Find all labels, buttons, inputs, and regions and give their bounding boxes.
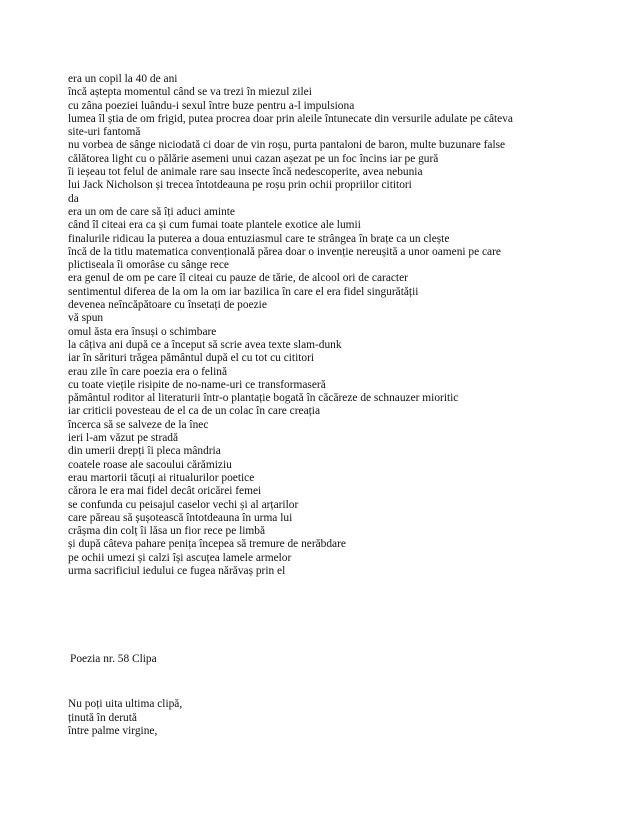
poem-line: omul ăsta era însuși o schimbare (68, 325, 217, 338)
poem-line: ieri l-am văzut pe stradă (68, 432, 179, 445)
poem-line: încă aștepta momentul când se va trezi în miezul zilei (68, 86, 312, 99)
poem-line: era un om de care să îți aduci aminte (68, 205, 235, 218)
poem-line: era genul de om pe care îl citeai cu pauze de tărie, de alcool ori de caracter (68, 272, 408, 285)
poem-line: coatele roase ale sacoului cărămiziu (68, 458, 232, 471)
poem-line: lumea îl știa de om frigid, putea procrea doar prin aleile întunecate din versurile adulate pe câteva (68, 112, 513, 125)
poem-line: devenea neîncăpătoare cu însetați de poezie (68, 299, 267, 312)
poem-line: care păreau să șușotească întotdeauna în urma lui (68, 511, 293, 524)
poem-line: lui Jack Nicholson și trecea întotdeauna pe roșu prin ochii propriilor cititori (68, 179, 412, 192)
poem-line: era un copil la 40 de ani (68, 73, 178, 85)
poem-line: iar criticii povesteau de el ca de un colac în care creația (68, 405, 321, 418)
poem-line: erau martorii tăcuți ai ritualurilor poetice (68, 471, 255, 484)
poem-line: la câțiva ani după ce a început să scrie avea texte slam-dunk (68, 338, 342, 351)
poem-line: cărora le era mai fidel decât oricărei femei (68, 485, 262, 498)
poem-line: urma sacrificiul iedului ce fugea nărăvaș prin el (68, 564, 286, 577)
poem-line: nu vorbea de sânge niciodată ci doar de vin roșu, purta pantaloni de baron, multe buzunare false (68, 139, 506, 152)
poem-text-block (68, 73, 628, 578)
poem-line: erau zile în care poezia era o felină (68, 365, 228, 378)
poem-line: pământul roditor al literaturii într-o plantație bogată în căcăreze de schnauzer mioritic (68, 392, 459, 405)
poem-line: cu zâna poeziei luându-i sexul între buze pentru a-l impulsiona (68, 99, 355, 112)
poem-line: Nu poți uita ultima clipă, (68, 698, 183, 710)
poem-line: finalurile ridicau la puterea a doua entuziasmul care te strângea în brațe ca un clește (68, 232, 450, 245)
poem-line: încă de la titlu matematica convențională părea doar o invenție nereușită a unor oameni pe care (68, 245, 501, 258)
poem-line: între palme virgine, (68, 725, 158, 738)
poem-line: iar în sărituri trăgea pământul după el cu tot cu cititori (68, 352, 315, 365)
poem-line: site-uri fantomă (68, 126, 141, 139)
poem-line: și după câteva pahare penița începea să tremure de nerăbdare (68, 538, 346, 551)
poem-line: da (68, 192, 79, 205)
poem-line: ținută în derută (68, 711, 137, 724)
poem-line: crâșma din colț îi lăsa un fior rece pe limbă (68, 525, 266, 538)
poem-title: Poezia nr. 58 Clipa (70, 653, 157, 665)
poem-line: călătorea light cu o pălărie asemeni unui cazan așezat pe un foc încins iar pe gură (68, 152, 439, 165)
poem-line: din umerii drepți îi pleca mândria (68, 445, 221, 458)
poem-line: cu toate viețile risipite de no-name-uri ce transformaseră (68, 378, 326, 391)
poem-line: vă spun (68, 312, 104, 325)
poem-line: când îl citeai era ca și cum fumai toate plantele exotice ale lumii (68, 219, 361, 232)
poem-line: îi ieșeau tot felul de animale rare sau insecte încă nedescoperite, avea nebunia (68, 166, 423, 179)
poem-line: pe ochii umezi și calzi își ascuțea lamele armelor (68, 551, 292, 564)
poem-line: plictiseala îi omorâse cu sânge rece (68, 259, 229, 272)
poem-clipa-text-block (68, 698, 628, 739)
poem-line: încerca să se salveze de la înec (68, 418, 209, 431)
poem-line: se confunda cu peisajul caselor vechi și al arțarilor (68, 498, 299, 511)
poem-line: sentimentul diferea de la om la om iar bazilica în care el era fidel singurătății (68, 285, 419, 298)
